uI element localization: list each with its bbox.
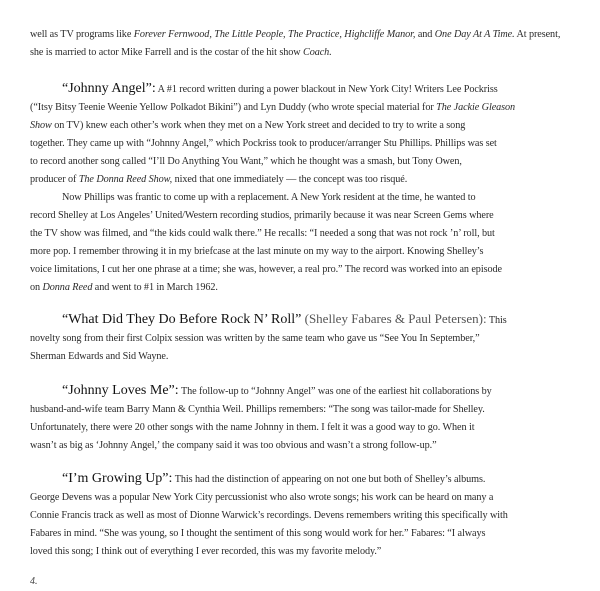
johnny-angel-paragraph-line [30, 137, 497, 150]
text-run: novelty song from their first Colpix session was written by the same team who gave us “See You In September,” [30, 333, 480, 344]
im-growing-up-paragraph-line [62, 472, 485, 486]
text-run: together. They came up with “Johnny Angel,” which Pockriss took to producer/arranger Stu Phillips. Phillips was set [30, 138, 497, 149]
text-run: producer of [30, 174, 79, 185]
text-run: and went to #1 in March 1962. [92, 282, 218, 293]
song-title-heading: “What Did They Do Before Rock N’ Roll” [62, 312, 302, 327]
page-number: 4. [30, 576, 38, 587]
intro-paragraph-line [30, 46, 332, 59]
text-run: loved this song; I think out of everything I ever recorded, this was my favorite melody.” [30, 546, 382, 557]
im-growing-up-paragraph-line [30, 509, 508, 522]
text-run: George Devens was a popular New York City percussionist who also wrote songs; his work can be heard on many a [30, 492, 494, 503]
text-run: wasn’t as big as ‘Johnny Angel,’ the company said it was too obvious and wasn’t a strong follow-up.” [30, 440, 437, 451]
text-run: This [486, 315, 507, 326]
song-title-heading: “Johnny Angel”: [62, 81, 156, 96]
text-run: Connie Francis track as well as most of Dionne Warwick’s recordings. Devens remembers writing this specifically with [30, 510, 508, 521]
johnny-angel-paragraph-line [62, 82, 498, 96]
text-run: more pop. I remember throwing it in my briefcase at the last minute on my way to the airport. Knowing Shelley’s [30, 246, 484, 257]
italic-title: Forever Fernwood, The Little People, The Practice, Highcliffe Manor, [133, 29, 416, 40]
text-run: well as TV programs like [30, 29, 134, 40]
johnny-angel-paragraph-line [30, 245, 483, 258]
italic-title: The Jackie Gleason [436, 102, 516, 113]
text-run: husband-and-wife team Barry Mann & Cynthia Weil. Phillips remembers: “The song was tailor-made for Shelley. [30, 404, 485, 415]
italic-title: Coach. [303, 47, 332, 58]
text-run: on [30, 282, 43, 293]
johnny-loves-me-paragraph-line [30, 421, 474, 434]
text-run: A #1 record written during a power blackout in New York City! Writers Lee Pockriss [155, 84, 498, 95]
text-run: the TV show was filmed, and “the kids could walk there.” He recalls: “I needed a song that was not rock ’n’ roll, but [30, 228, 495, 239]
text-run: record Shelley at Los Angeles’ United/Western recording studios, primarily because it was near Screen Gems where [30, 210, 494, 221]
johnny-angel-paragraph-line [30, 101, 515, 114]
text-run: and [415, 29, 435, 40]
song-title-heading: “Johnny Loves Me”: [62, 383, 179, 398]
text-run: Sherman Edwards and Sid Wayne. [30, 351, 169, 362]
what-did-they-do-paragraph-line [62, 312, 507, 327]
italic-title: One Day At A Time. [434, 29, 515, 40]
johnny-loves-me-paragraph-line [30, 403, 485, 416]
johnny-angel-paragraph-line [30, 227, 495, 240]
johnny-angel-paragraph-line [30, 119, 465, 132]
text-run: Fabares in mind. “She was young, so I thought the sentiment of this song would work for her.” Fabares: “I always [30, 528, 486, 539]
text-run: Unfortunately, there were 20 other songs with the name Johnny in them. I felt it was a good way to go. When it [30, 422, 475, 433]
im-growing-up-paragraph-line [30, 527, 485, 540]
johnny-angel-paragraph-line [30, 155, 462, 168]
text-run: she is married to actor Mike Farrell and is the costar of the hit show [30, 47, 303, 58]
johnny-angel-paragraph-line [62, 191, 475, 204]
im-growing-up-paragraph-line [30, 491, 493, 504]
song-title-heading: “I’m Growing Up”: [62, 471, 173, 486]
text-run: nixed that one immediately — the concept was too risqué. [172, 174, 408, 185]
johnny-angel-paragraph-line [30, 173, 407, 186]
johnny-angel-paragraph-line [30, 263, 502, 276]
text-run: on TV) knew each other’s work when they met on a New York street and decided to try to write a song [51, 120, 466, 131]
johnny-loves-me-paragraph-line [62, 384, 492, 398]
text-run: At present, [514, 29, 561, 40]
johnny-loves-me-paragraph-line [30, 439, 437, 452]
im-growing-up-paragraph-line [30, 545, 381, 558]
text-run: (Shelley Fabares & Paul Petersen): [301, 311, 487, 326]
italic-title: The Donna Reed Show, [78, 174, 173, 185]
text-run: (“Itsy Bitsy Teenie Weenie Yellow Polkadot Bikini”) and Lyn Duddy (who wrote special material for [30, 102, 437, 113]
intro-paragraph-line [30, 28, 560, 41]
johnny-angel-paragraph-line [30, 281, 218, 294]
italic-title: Donna Reed [42, 282, 93, 293]
italic-title: Show [30, 120, 52, 131]
what-did-they-do-paragraph-line [30, 350, 168, 363]
what-did-they-do-paragraph-line [30, 332, 480, 345]
johnny-angel-paragraph-line [30, 209, 494, 222]
text-run: to record another song called “I’ll Do Anything You Want,” which he thought was a smash, but Tony Owen, [30, 156, 462, 167]
text-run: Now Phillips was frantic to come up with a replacement. A New York resident at the time, he wanted to [62, 192, 476, 203]
text-run: This had the distinction of appearing on not one but both of Shelley’s albums. [172, 474, 486, 485]
text-run: The follow-up to “Johnny Angel” was one of the earliest hit collaborations by [178, 386, 492, 397]
text-run: voice limitations, I cut her one phrase at a time; she was, however, a real pro.” The record was worked into an episode [30, 264, 502, 275]
